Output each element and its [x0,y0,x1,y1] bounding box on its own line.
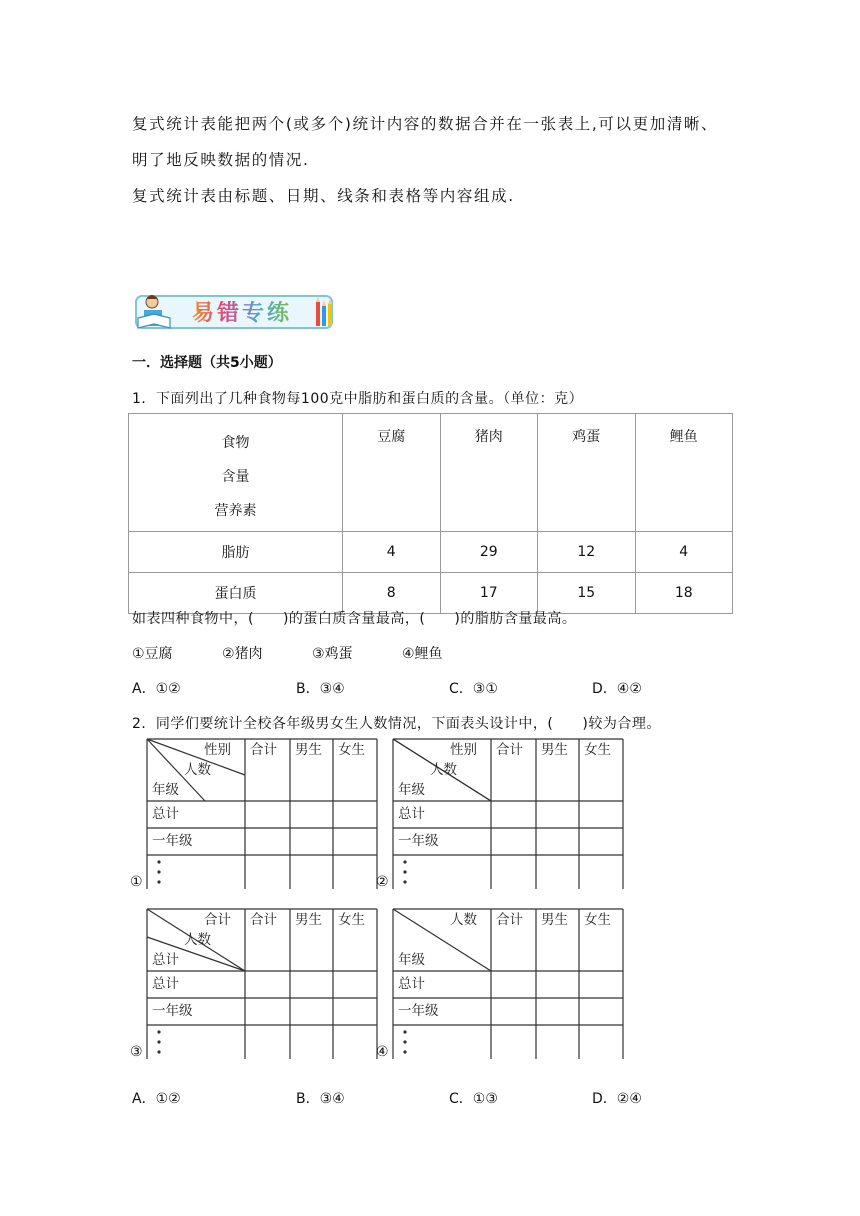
row-label: 一年级 [152,1003,193,1019]
corner-label-bottom: 总计 [152,952,179,968]
corner-label-mid: 人数 [184,932,211,948]
corner-cell [129,414,343,532]
banner-text: 易错专练 [192,301,293,326]
ellipsis-dot [157,1040,160,1043]
column-header: 男生 [295,742,322,758]
cell: 15 [538,573,636,614]
ellipsis-dot [403,870,406,873]
cell: 18 [635,573,733,614]
row-label-protein: 蛋白质 [129,573,343,614]
column-header: 女生 [338,742,365,758]
column-header: 男生 [295,912,322,928]
intro-line-2: 明了地反映数据的情况. [132,151,310,169]
q2-choice-d[interactable]: D．②④ [592,1091,642,1107]
column-header: 合计 [250,742,277,758]
row-label: 一年级 [398,833,439,849]
ellipsis-dot [157,1050,160,1053]
ellipsis-dot [157,860,160,863]
col-tofu: 豆腐 [343,414,441,532]
cell: 29 [440,532,538,573]
ellipsis-dot [157,880,160,883]
header-design-table-2 [392,738,624,894]
food-option-4: ④鲤鱼 [402,646,443,662]
cell: 17 [440,573,538,614]
q2-choice-c[interactable]: C．①③ [449,1091,498,1107]
pencils-icon [316,296,332,326]
corner-content: 含量 [221,469,250,485]
ellipsis-dot [403,1050,406,1053]
column-header: 女生 [584,742,611,758]
food-option-2: ②猪肉 [222,646,263,662]
q2-choice-b[interactable]: B．③④ [296,1091,345,1107]
food-option-1: ①豆腐 [132,646,173,662]
corner-label-top: 人数 [450,912,477,928]
col-egg: 鸡蛋 [538,414,636,532]
corner-label-bottom: 年级 [398,952,425,968]
column-header: 女生 [338,912,365,928]
corner-label-top: 性别 [204,742,231,758]
header-design-table-4 [392,908,624,1064]
q1-choice-c[interactable]: C．③① [449,681,498,697]
col-pork: 猪肉 [440,414,538,532]
header-design-table-1 [146,738,378,894]
cell: 12 [538,532,636,573]
row-label: 总计 [398,806,425,822]
table-number-label: ④ [376,1044,389,1060]
table-row [129,532,733,573]
q1-question: 如表四种食物中，( )的蛋白质含量最高，( )的脂肪含量最高。 [132,611,577,627]
section-title: 一．选择题（共5小题） [132,355,282,371]
error-practice-banner [132,288,342,334]
q2-choice-a[interactable]: A．①② [132,1091,181,1107]
row-label: 总计 [398,976,425,992]
column-header: 合计 [496,742,523,758]
table-number-label: ③ [130,1044,143,1060]
intro-line-3: 复式统计表由标题、日期、线条和表格等内容组成. [132,187,515,205]
q1-choice-a[interactable]: A．①② [132,681,181,697]
column-header: 男生 [541,912,568,928]
column-header: 男生 [541,742,568,758]
ellipsis-dot [403,1040,406,1043]
corner-label-top: 合计 [204,912,231,928]
ellipsis-dot [157,1030,160,1033]
table-header-row [129,414,733,532]
table-number-label: ② [376,874,389,890]
cell: 4 [635,532,733,573]
food-option-3: ③鸡蛋 [312,646,353,662]
q1-stem: 1．下面列出了几种食物每100克中脂肪和蛋白质的含量。（单位：克） [132,391,584,407]
col-carp: 鲤鱼 [635,414,733,532]
ellipsis-dot [403,1030,406,1033]
q2-stem: 2．同学们要统计全校各年级男女生人数情况，下面表头设计中，( )较为合理。 [132,716,661,732]
column-header: 合计 [496,912,523,928]
header-design-table-3 [146,908,378,1064]
corner-label-mid: 人数 [184,762,211,778]
corner-label-mid: 人数 [430,762,457,778]
corner-food: 食物 [221,435,250,451]
row-label: 一年级 [152,833,193,849]
corner-label-bottom: 年级 [152,782,179,798]
row-label-fat: 脂肪 [129,532,343,573]
row-label: 总计 [152,976,179,992]
ellipsis-dot [403,880,406,883]
cell: 8 [343,573,441,614]
row-label: 总计 [152,806,179,822]
corner-label-top: 性别 [450,742,477,758]
cell: 4 [343,532,441,573]
nutrition-table [128,413,733,614]
ellipsis-dot [157,870,160,873]
column-header: 女生 [584,912,611,928]
table-number-label: ① [130,874,143,890]
ellipsis-dot [403,860,406,863]
corner-nutrient: 营养素 [214,503,257,519]
q1-choice-b[interactable]: B．③④ [296,681,345,697]
corner-label-bottom: 年级 [398,782,425,798]
q1-choice-d[interactable]: D．④② [592,681,642,697]
intro-line-1: 复式统计表能把两个(或多个)统计内容的数据合并在一张表上,可以更加清晰、 [132,115,719,133]
column-header: 合计 [250,912,277,928]
row-label: 一年级 [398,1003,439,1019]
